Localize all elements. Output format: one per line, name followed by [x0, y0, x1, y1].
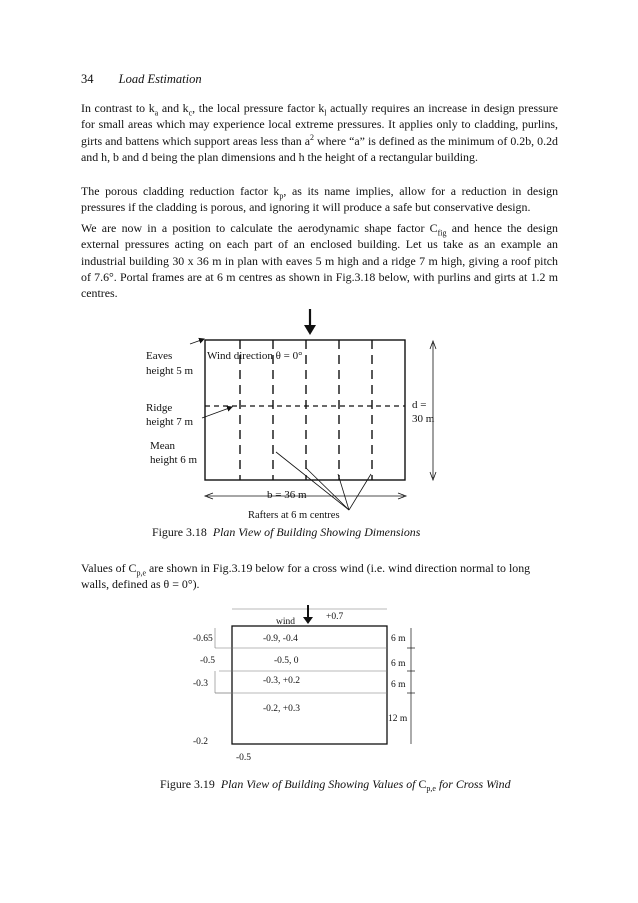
cp-left-row3: -0.3 — [193, 679, 209, 689]
windward-wall-value: +0.7 — [326, 612, 344, 622]
cp-left-row4: -0.2 — [193, 737, 209, 747]
d-label-1: d = — [412, 399, 427, 411]
cp-roof-row1: -0.9, -0.4 — [263, 634, 298, 644]
ridge-leader — [202, 407, 232, 418]
wind-arrow-icon — [304, 325, 316, 335]
cp-left-row1: -0.65 — [193, 634, 213, 644]
paragraph-cross-wind: Values of $C_{p,e}$ are shown in Fig.3.19 below for a cross wind (i.e. wind direction normal to long walls, defined as θ = 0°). — [81, 561, 531, 592]
paragraph-porous-cladding: The porous cladding reduction factor $k_p$, as its name implies, allow for a reduction in design pressures if the cladding is porous, and ignoring it will produce a safe but conservative design. — [81, 184, 559, 215]
figure-3-18-caption: Figure 3.18 Plan View of Building Showing Dimensions — [152, 525, 421, 539]
eaves-label-1: Eaves — [146, 350, 173, 362]
wind-direction-label: Wind direction θ = 0° — [207, 350, 303, 362]
figure-3-19-caption: Figure 3.19 Plan View of Building Showing Values of $C_{p,e}$ for Cross Wind — [160, 777, 511, 793]
ridge-label-2: height 7 m — [146, 416, 194, 428]
eaves-label-2: height 5 m — [146, 365, 194, 377]
paragraph-local-pressure-factor: In contrast to $k_a$ and $k_c$, the local pressure factor $k_l$ actually requires an increase in design pressure for small areas which may experience local extreme pressures. It applies only to cladding, purlins, girts and battens which support areas less than $a^2$ where “a” is defined as the minimum of 0.2b, 0.2d and h, b and d being the plan dimensions and h the height of a rectangular building. — [81, 101, 558, 164]
figure-3-19 — [160, 605, 511, 793]
cp-roof-row2: -0.5, 0 — [274, 656, 299, 666]
leeward-wall-value: -0.5 — [236, 753, 252, 763]
eaves-leader — [190, 339, 204, 344]
dim-row3: 6 m — [391, 680, 406, 690]
mean-height-label-2: height 6 m — [150, 454, 198, 466]
page-number: 34 — [81, 72, 94, 86]
cp-roof-row3: -0.3, +0.2 — [263, 676, 301, 686]
rafter-leader — [276, 452, 349, 510]
paragraph-example-building: We are now in a position to calculate the aerodynamic shape factor $C_{fig}$ and hence the design external pressures acting on each part of an enclosed building. Let us take as an example an industrial building 30 x 36 m in plan with eaves 5 m high and a ridge 7 m high, giving a roof pitch of 7.6°. Portal frames are at 6 m centres as shown in Fig.3.18 below, with purlins and girts at 1.2 m centres. — [81, 221, 558, 301]
wind-arrow-icon — [303, 617, 313, 624]
mean-height-label-1: Mean — [150, 440, 176, 452]
wind-label: wind — [276, 617, 295, 627]
b-label: b = 36 m — [267, 489, 307, 501]
dim-row2: 6 m — [391, 659, 406, 669]
dim-row4: 12 m — [388, 714, 408, 724]
cp-roof-row4: -0.2, +0.3 — [263, 704, 301, 714]
ridge-label-1: Ridge — [146, 402, 173, 414]
cp-left-row2: -0.5 — [200, 656, 216, 666]
d-label-2: 30 m — [412, 413, 435, 425]
running-title: Load Estimation — [118, 72, 202, 86]
rafters-label: Rafters at 6 m centres — [248, 510, 340, 521]
dim-row1: 6 m — [391, 634, 406, 644]
figure-3-18 — [146, 309, 436, 539]
building-outline — [232, 626, 387, 744]
